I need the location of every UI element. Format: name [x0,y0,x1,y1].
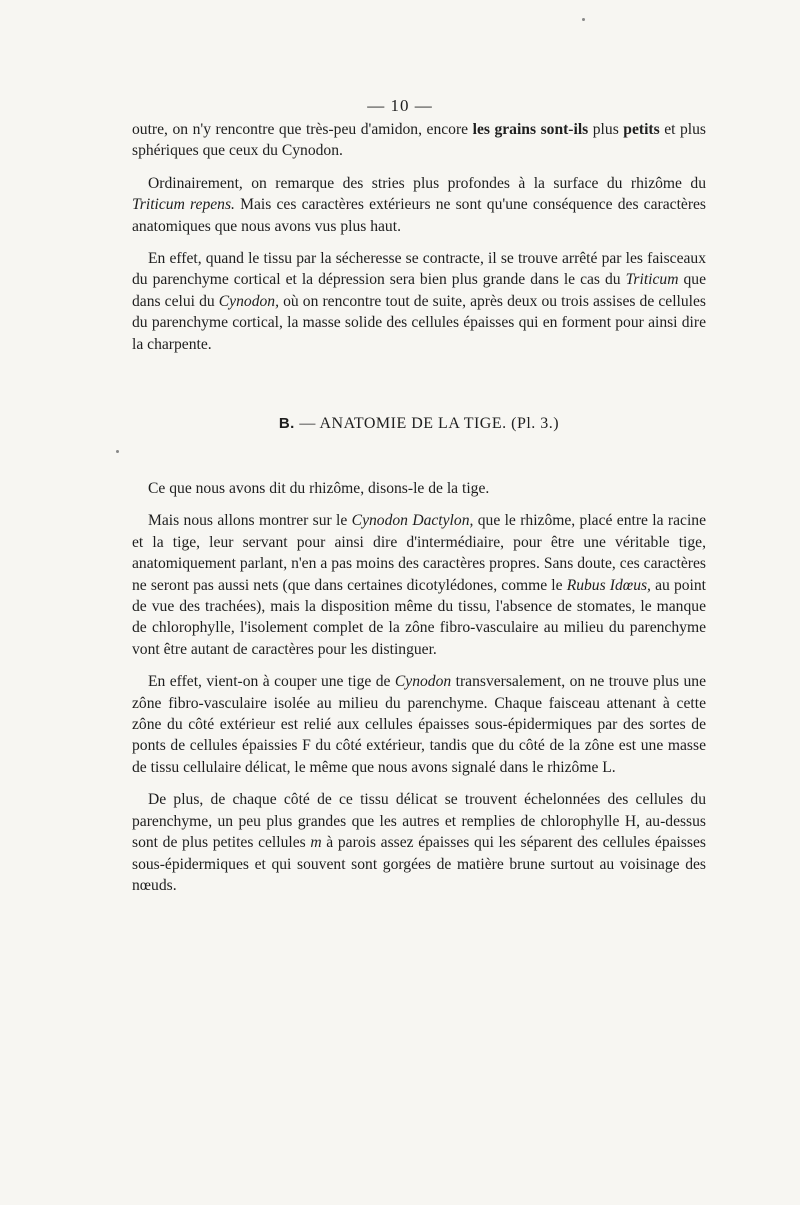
p4-text-a: Ce que nous avons dit du rhizôme, disons-le de la tige. [148,480,490,497]
paragraph-4 [132,478,706,499]
p3-text-a: En effet, quand le tissu par la sécheresse se contracte, il se trouve arrêté par les faisceaux du parenchyme cortical et la dépression sera bien plus grande dans le cas du [132,250,706,289]
text-block-bottom [132,478,706,907]
p1-text-e: et plus sphériques que ceux du Cynodon. [132,121,706,160]
p5-text-e: au point de vue des trachées), mais la disposition même du tissu, l'absence de stomates, le manque de chlorophylle, l'isolement complet de la zône fibro-vasculaire au milieu du parenchyme vont être autant de caractères pour les distinguer. [132,576,706,658]
p2-italic-triticum-repens: Triticum repens. [132,196,235,214]
p3-italic-cynodon: Cynodon, [218,292,279,310]
p2-text-c: Mais ces caractères extérieurs ne sont qu'une conséquence des caractères anatomiques que nous avons vus plus haut. [132,196,707,235]
p6-text-a: En effet, vient-on à couper une tige de [148,673,395,691]
paper-speck [582,18,585,21]
p6-text-c: transversalement, on ne trouve plus une zône fibro-vasculaire isolée au milieu du parenchyme. Chaque faisceau attenant à cette zône du côté extérieur est relié aux cellules épaisses sous-épidermiques par des sortes de ponts de cellules épaissies F du côté extérieur, tandis que du côté de la zône est une masse de tissu cellulaire délicat, le même que nous avons signalé dans le rhizôme L. [132,673,706,776]
paragraph-5 [132,510,706,660]
p3-italic-triticum: Triticum [625,271,679,289]
p1-text-d: petits [623,121,660,138]
p3-text-c: que dans celui du [132,271,706,310]
p2-text-a: Ordinairement, on remarque des stries plus profondes à la surface du rhizôme du [148,174,706,192]
paragraph-6 [132,671,706,778]
p1-text-c: plus [588,121,624,138]
section-heading [132,415,706,433]
p7-italic-m: m [310,834,322,852]
p5-text-c: que le rhizôme, placé entre la racine et la tige, leur servant pour ainsi dire d'intermédiaire, pour être une véritable tige, anatomiquement parlant, n'en a pas moins des caractères propres. Sans doute, ces caractères ne seront pas aussi nets (que dans certaines dicotylédones, comme le [132,512,706,594]
paragraph-7 [132,789,706,896]
p5-text-a: Mais nous allons montrer sur le [148,512,352,530]
p7-text-c: à parois assez épaisses qui les séparent des cellules épaisses sous-épidermiques et qui souvent sont gorgées de matière brune surtout au voisinage des nœuds. [132,834,706,894]
p5-italic-rubus-idaeus: Rubus Idœus, [566,576,651,594]
p1-text-a: outre, on n'y rencontre que très-peu d'amidon, encore [132,121,473,138]
p3-text-e: où on rencontre tout de suite, après deux ou trois assises de cellules du parenchyme cortical, la masse solide des cellules épaisses qui en forment pour ainsi dire la charpente. [132,292,706,353]
page-number: — 10 — [367,96,433,115]
paragraph-2 [132,173,706,237]
p1-text-b: les grains sont-ils [472,121,589,138]
p7-text-a: De plus, de chaque côté de ce tissu délicat se trouvent échelonnées des cellules du parenchyme, un peu plus grandes que les autres et remplies de chlorophylle H, au-dessus sont de plus petites cellules [132,791,706,852]
text-block-top [132,119,706,366]
section-letter: B. [278,415,295,432]
paragraph-3 [132,248,706,355]
paper-speck [116,450,119,453]
section-title: — ANATOMIE DE LA TIGE. (Pl. 3.) [299,415,560,432]
p5-italic-cynodon-dactylon: Cynodon Dactylon, [351,512,474,530]
paragraph-1 [132,119,706,162]
p6-italic-cynodon: Cynodon [394,673,452,691]
